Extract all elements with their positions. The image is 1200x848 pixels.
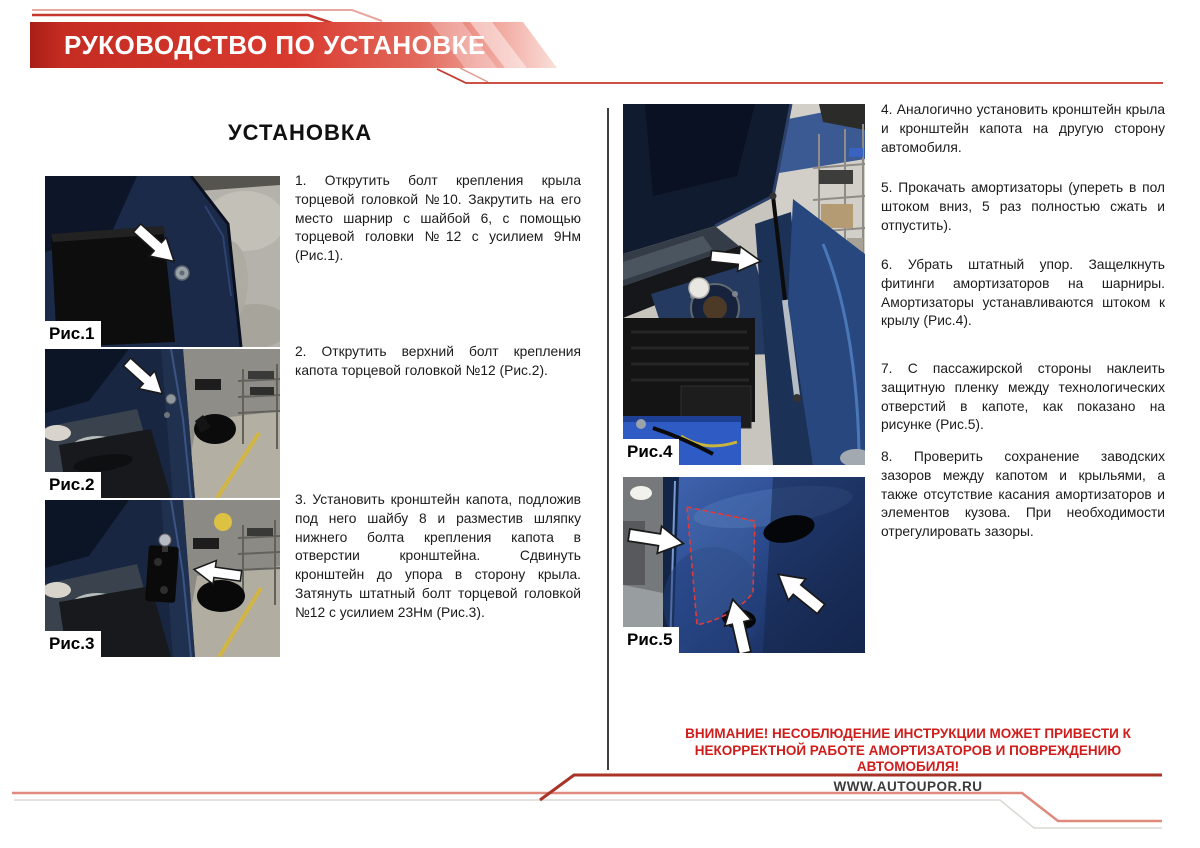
website-url: WWW.AUTOUPOR.RU	[833, 779, 983, 794]
footer-decoration	[0, 768, 1200, 848]
step-3-text: 3. Установить кронштейн капота, подложив под него шайбу 8 и разместив шляпку нижнего болта крепления капота в отверстии кронштейна. Сдвинуть кронштейн до упора в сторону крыла. Затянуть штатный болт торцевой головкой №12 с усилием 23Нм (Рис.3).	[295, 492, 581, 620]
step-8-text: 8. Проверить сохранение заводских зазоров между капотом и крыльями, а также отсутствие касания амортизаторов и элементов кузова. При необходимости отрегулировать зазоры.	[881, 449, 1165, 540]
step-6-text: 6. Убрать штатный упор. Защелкнуть фитинги амортизаторов на шарниры. Амортизаторы устанавливаются штоком к крылу (Рис.4).	[881, 257, 1165, 329]
page-title: РУКОВОДСТВО ПО УСТАНОВКЕ	[64, 30, 486, 60]
figure-4-photo	[623, 104, 865, 465]
step-1-text: 1. Открутить болт крепления крыла торцевой головкой №10. Закрутить на его место шарнир с шайбой 6, с помощью торцевой головки №12 с усилием 9Нм (Рис.1).	[295, 173, 581, 264]
step-5-text: 5. Прокачать амортизаторы (упереть в пол штоком вниз, 5 раз полностью сжать и отпустить).	[881, 180, 1165, 233]
step-2-text: 2. Открутить верхний болт крепления капота торцевой головкой №12 (Рис.2).	[295, 344, 581, 378]
figure-2-label: Рис.2	[45, 472, 101, 498]
warning-text: ВНИМАНИЕ! НЕСОБЛЮДЕНИЕ ИНСТРУКЦИИ МОЖЕТ ПРИВЕСТИ К НЕКОРРЕКТНОЙ РАБОТЕ АМОРТИЗАТОРОВ И ПОВРЕЖДЕНИЮ АВТОМОБИЛЯ!	[685, 726, 1131, 774]
section-heading: УСТАНОВКА	[228, 120, 373, 145]
step-4-text: 4. Аналогично установить кронштейн крыла и кронштейн капота на другую сторону автомобиля.	[881, 102, 1165, 155]
step-7-text: 7. С пассажирской стороны наклеить защитную пленку между технологических отверстий в капоте, как показано на рисунке (Рис.5).	[881, 361, 1165, 433]
figure-1-photo	[45, 176, 280, 347]
figure-5-label: Рис.5	[623, 627, 679, 653]
figure-1-label: Рис.1	[45, 321, 101, 347]
figure-3-photo	[45, 500, 280, 657]
figure-5-photo	[623, 477, 865, 653]
figure-4-label: Рис.4	[623, 439, 679, 465]
column-divider	[607, 108, 609, 770]
figure-3-label: Рис.3	[45, 631, 101, 657]
figure-2-photo	[45, 349, 280, 498]
